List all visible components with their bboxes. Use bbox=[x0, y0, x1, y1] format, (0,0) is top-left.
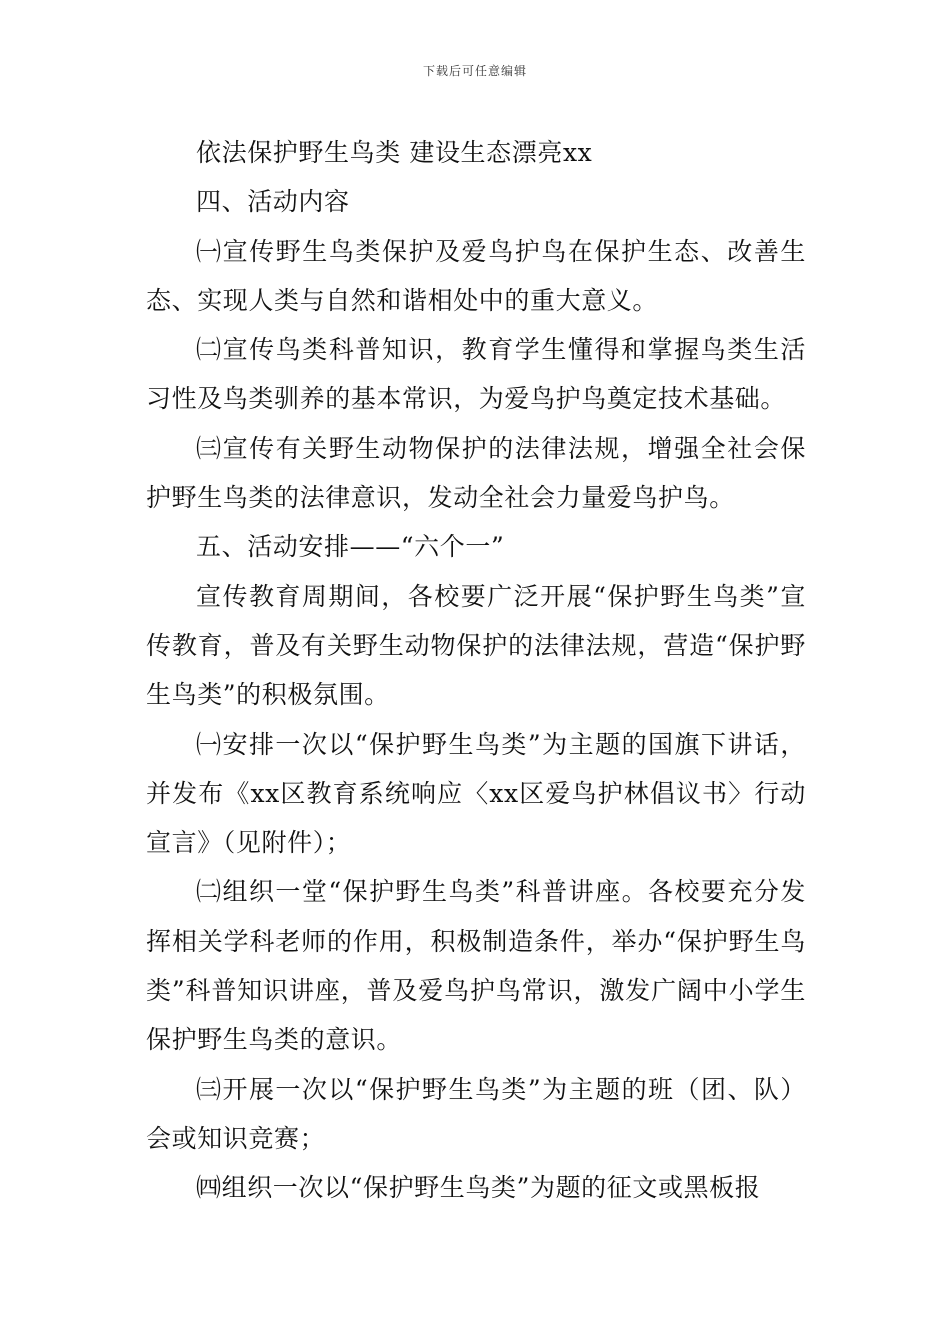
paragraph: ㈠宣传野生鸟类保护及爱鸟护鸟在保护生态、改善生态、实现人类与自然和谐相处中的重大意义。 bbox=[146, 236, 806, 315]
paragraph: ㈠安排一次以“保护野生鸟类”为主题的国旗下讲话，并发布《xx区教育系统响应〈xx区爱鸟护林倡议书〉行动宣言》（见附件）； bbox=[146, 729, 806, 858]
section-heading-activity-content: 四、活动内容 bbox=[196, 187, 350, 217]
document-body bbox=[146, 128, 806, 1213]
page-header-note: 下载后可任意编辑 bbox=[422, 64, 527, 78]
document-subtitle: 依法保护野生鸟类 建设生态漂亮xx bbox=[196, 138, 593, 167]
paragraph: 宣传教育周期间，各校要广泛开展“保护野生鸟类”宣传教育，普及有关野生动物保护的法律法规，营造“保护野生鸟类”的积极氛围。 bbox=[146, 581, 806, 710]
section-heading-activity-arrangement: 五、活动安排——“六个一” bbox=[196, 532, 505, 562]
paragraph: ㈢开展一次以“保护野生鸟类”为主题的班（团、队）会或知识竞赛； bbox=[146, 1074, 806, 1153]
paragraph: ㈡宣传鸟类科普知识，教育学生懂得和掌握鸟类生活习性及鸟类驯养的基本常识，为爱鸟护鸟奠定技术基础。 bbox=[146, 335, 806, 414]
paragraph: ㈣组织一次以“保护野生鸟类”为题的征文或黑板报 bbox=[196, 1173, 761, 1203]
paragraph: ㈡组织一堂“保护野生鸟类”科普讲座。各校要充分发挥相关学科老师的作用，积极制造条件，举办“保护野生鸟类”科普知识讲座，普及爱鸟护鸟常识，激发广阔中小学生保护野生鸟类的意识。 bbox=[146, 877, 806, 1055]
paragraph: ㈢宣传有关野生动物保护的法律法规，增强全社会保护野生鸟类的法律意识，发动全社会力量爱鸟护鸟。 bbox=[146, 433, 806, 513]
